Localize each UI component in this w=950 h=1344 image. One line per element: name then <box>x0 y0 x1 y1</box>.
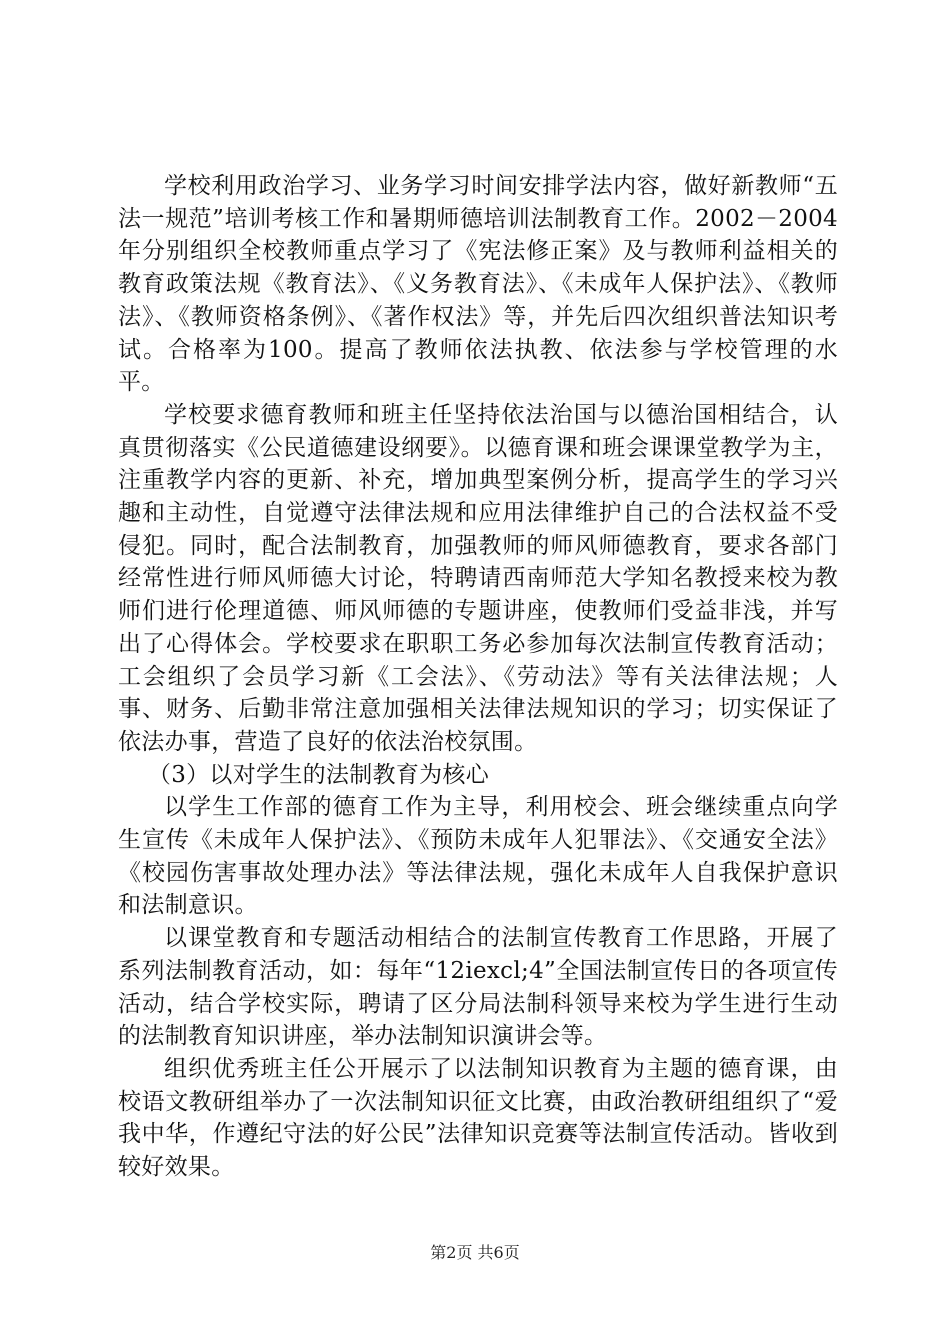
paragraph-teacher-demonstration: 组织优秀班主任公开展示了以法制知识教育为主题的德育课，由校语文教研组举办了一次法制知识征文比赛，由政治教研组组织了“爱我中华，作遵纪守法的好公民”法律知识竞赛等法制宣传活动。皆收到较好效果。 <box>118 1055 838 1181</box>
page-footer <box>0 1240 950 1263</box>
paragraph-moral-education: 学校要求德育教师和班主任坚持依法治国与以德治国相结合，认真贯彻落实《公民道德建设纲要》。以德育课和班会课课堂教学为主，注重教学内容的更新、补充，增加典型案例分析，提高学生的学习兴趣和主动性，自觉遵守法律法规和应用法律维护自己的合法权益不受侵犯。同时，配合法制教育，加强教师的师风师德教育，要求各部门经常性进行师风师德大讨论，特聘请西南师范大学知名教授来校为教师们进行伦理道德、师风师德的专题讲座，使教师们受益非浅，并写出了心得体会。学校要求在职职工务必参加每次法制宣传教育活动；工会组织了会员学习新《工会法》、《劳动法》等有关法律法规；人事、财务、后勤非常注意加强相关法律法规知识的学习；切实保证了依法办事，营造了良好的依法治校氛围。 <box>118 401 838 755</box>
document-body <box>118 170 838 1184</box>
paragraph-student-work-department: 以学生工作部的德育工作为主导，利用校会、班会继续重点向学生宣传《未成年人保护法》、《预防未成年人犯罪法》、《交通安全法》《校园伤害事故处理办法》等法律法规，强化未成年人自我保护意识和法制意识。 <box>118 794 838 919</box>
section-heading-student-legal-education: （3）以对学生的法制教育为核心 <box>147 761 490 788</box>
paragraph-classroom-activities: 以课堂教育和专题活动相结合的法制宣传教育工作思路，开展了系列法制教育活动，如：每年“12iexcl;4”全国法制宣传日的各项宣传活动，结合学校实际，聘请了区分局法制科领导来校为学生进行生动的法制教育知识讲座，举办法制知识演讲会等。 <box>118 925 838 1050</box>
paragraph-teacher-law-study: 学校利用政治学习、业务学习时间安排学法内容，做好新教师“五法一规范”培训考核工作和暑期师德培训法制教育工作。2002－2004年分别组织全校教师重点学习了《宪法修正案》及与教师利益相关的教育政策法规《教育法》、《义务教育法》、《未成年人保护法》、《教师法》、《教师资格条例》、《著作权法》等，并先后四次组织普法知识考试。合格率为100。提高了教师依法执教、依法参与学校管理的水平。 <box>118 173 838 396</box>
page-number: 第2页 共6页 <box>430 1243 520 1262</box>
